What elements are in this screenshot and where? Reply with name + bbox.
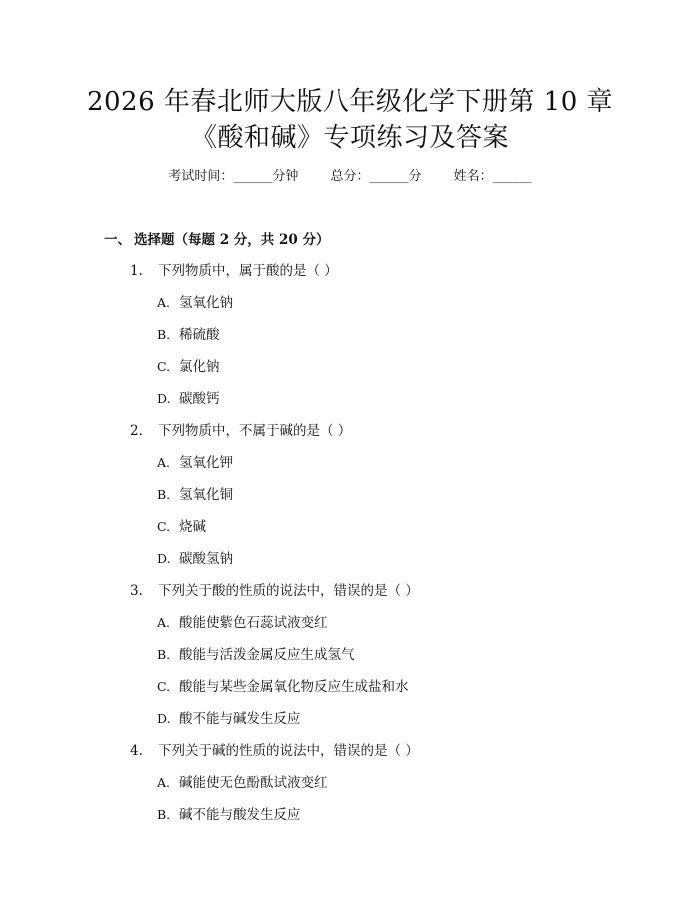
exam-score: 总分：______分	[330, 169, 422, 184]
title-line-1: 2026 年春北师大版八年级化学下册第 10 章	[86, 87, 614, 117]
option-text: 氢氧化钾	[179, 455, 233, 471]
option-letter: A.	[157, 775, 171, 790]
title-line-2: 《酸和碱》专项练习及答案	[190, 123, 509, 153]
question-text: 下列物质中，属于酸的是（ ）	[158, 263, 338, 279]
question-text: 下列关于酸的性质的说法中，错误的是（ ）	[158, 583, 419, 599]
q3-option-b	[157, 646, 355, 664]
q3-option-a	[157, 614, 328, 632]
option-letter: A.	[157, 455, 171, 470]
q4-option-a	[157, 774, 328, 792]
q1-option-a	[157, 294, 233, 312]
q2-option-d	[157, 550, 233, 568]
option-text: 氯化钠	[179, 359, 220, 375]
question-4	[130, 742, 419, 760]
question-text: 下列物质中，不属于碱的是（ ）	[158, 423, 352, 439]
option-letter: D.	[157, 391, 171, 406]
option-text: 碱不能与酸发生反应	[179, 807, 301, 823]
option-letter: B.	[157, 487, 171, 502]
question-number: 2.	[130, 423, 143, 439]
q2-option-a	[157, 454, 233, 472]
option-text: 酸能与活泼金属反应生成氢气	[179, 647, 355, 663]
option-letter: D.	[157, 551, 171, 566]
section-title: 选择题（每题 2 分，共 20 分）	[134, 232, 330, 248]
question-2	[130, 422, 351, 440]
option-letter: B.	[157, 647, 171, 662]
option-letter: C.	[157, 519, 171, 534]
question-number: 4.	[130, 743, 143, 759]
option-letter: A.	[157, 615, 171, 630]
q4-option-b	[157, 806, 301, 824]
option-text: 烧碱	[179, 519, 206, 535]
q3-option-c	[157, 678, 409, 696]
exam-name: 姓名：______	[453, 169, 532, 184]
q2-option-b	[157, 486, 233, 504]
option-letter: C.	[157, 679, 171, 694]
option-letter: B.	[157, 327, 171, 342]
question-number: 1.	[130, 263, 143, 279]
exam-meta	[0, 168, 700, 186]
question-text: 下列关于碱的性质的说法中，错误的是（ ）	[158, 743, 419, 759]
section-heading	[104, 231, 329, 249]
question-number: 3.	[130, 583, 143, 599]
question-3	[130, 582, 419, 600]
option-text: 酸能与某些金属氧化物反应生成盐和水	[179, 679, 409, 695]
section-number: 一、	[104, 232, 131, 248]
q1-option-c	[157, 358, 220, 376]
option-text: 酸能使紫色石蕊试液变红	[179, 615, 328, 631]
option-letter: D.	[157, 711, 171, 726]
option-letter: C.	[157, 359, 171, 374]
option-text: 氢氧化钠	[179, 295, 233, 311]
q1-option-d	[157, 390, 220, 408]
option-text: 碱能使无色酚酞试液变红	[179, 775, 328, 791]
question-1	[130, 262, 338, 280]
option-text: 稀硫酸	[179, 327, 220, 343]
option-letter: B.	[157, 807, 171, 822]
q1-option-b	[157, 326, 220, 344]
option-text: 碳酸钙	[179, 391, 220, 407]
option-text: 氢氧化铜	[179, 487, 233, 503]
q2-option-c	[157, 518, 206, 536]
q3-option-d	[157, 710, 301, 728]
option-letter: A.	[157, 295, 171, 310]
option-text: 酸不能与碱发生反应	[179, 711, 301, 727]
option-text: 碳酸氢钠	[179, 551, 233, 567]
exam-time: 考试时间：______分钟	[168, 169, 299, 184]
